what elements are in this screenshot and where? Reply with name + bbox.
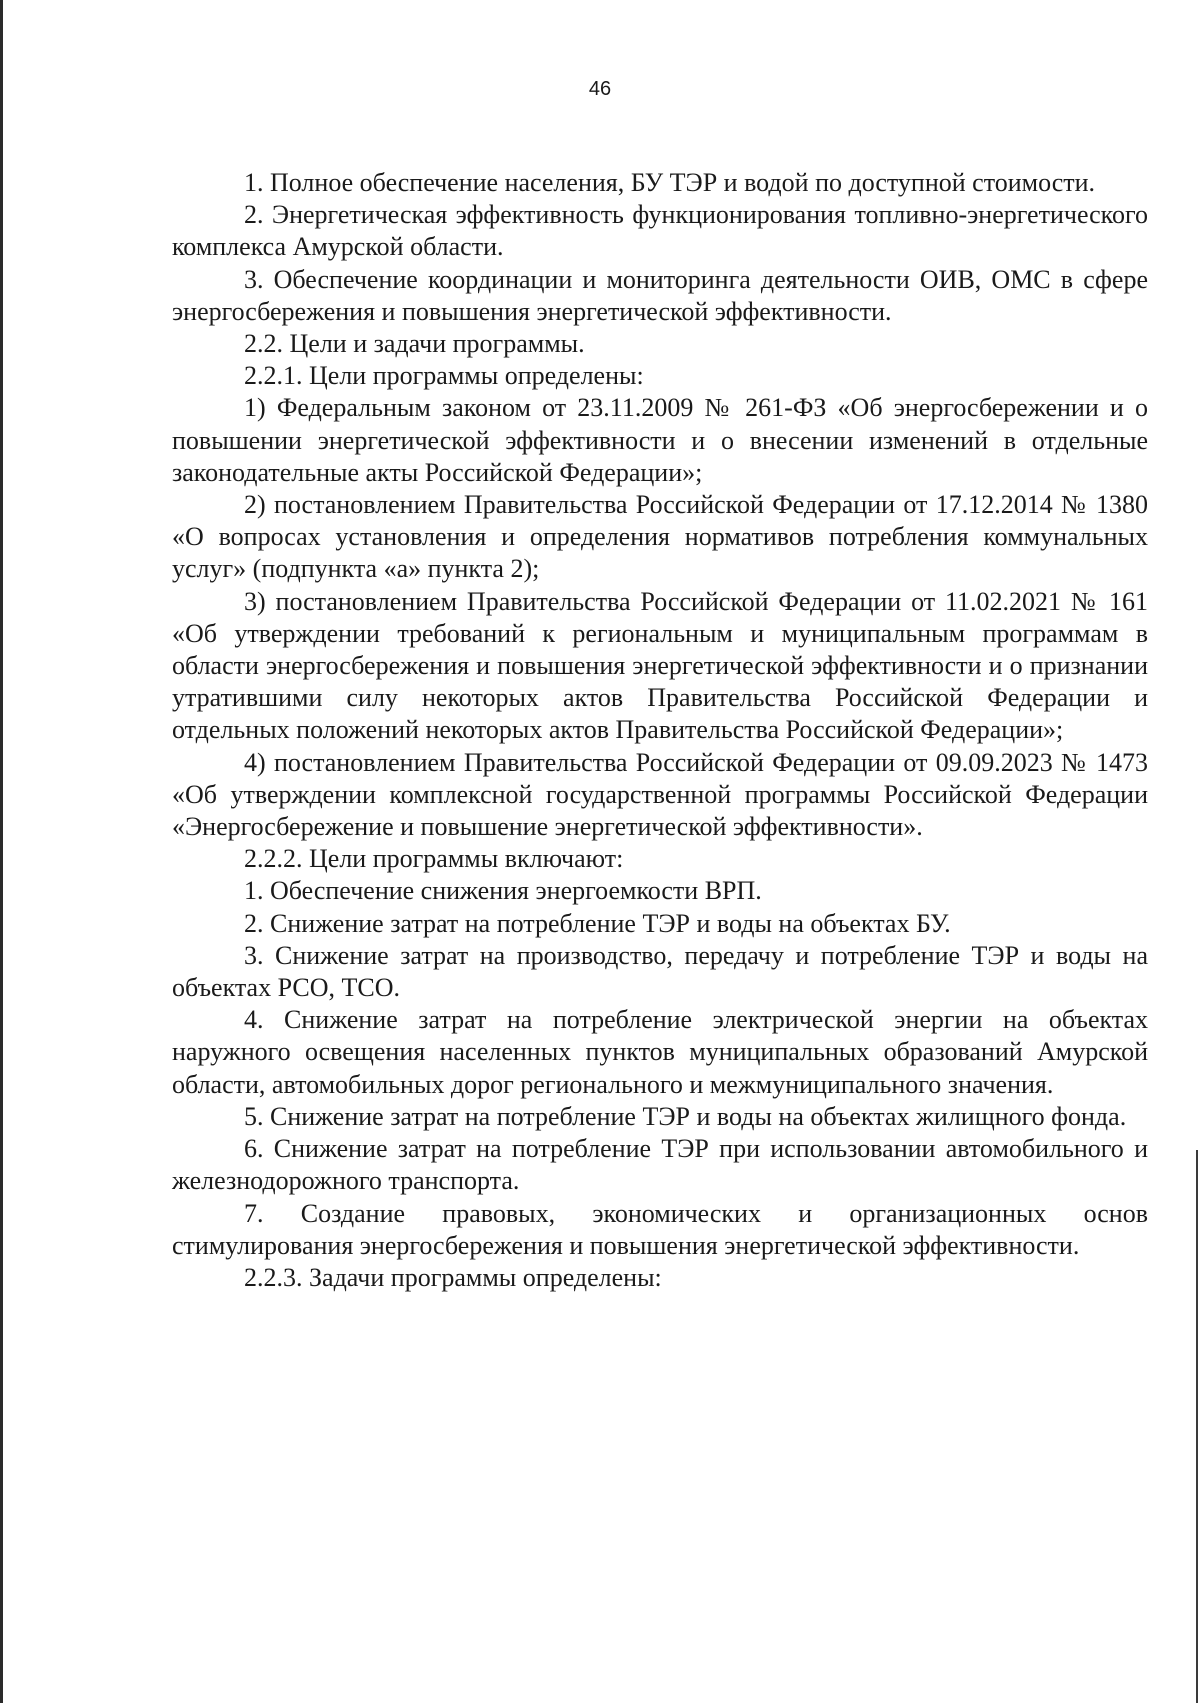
section-heading-2-2: 2.2. Цели и задачи программы.: [244, 329, 585, 359]
paragraph-decree-1473: 4) постановлением Правительства Российской Федерации от 09.09.2023 № 1473 «Об утверждении комплексной государственной программы Российской Федерации «Энергосбережение и повышение энергетической эффективности».: [172, 747, 1148, 842]
paragraph-objective-5: 5. Снижение затрат на потребление ТЭР и воды на объектах жилищного фонда.: [244, 1101, 1127, 1131]
paragraph-decree-1380: 2) постановлением Правительства Российской Федерации от 17.12.2014 № 1380 «О вопросах установления и определения нормативов потребления коммунальных услуг» (подпункта «а» пункта 2);: [172, 490, 1148, 584]
page-number: 46: [588, 78, 612, 100]
paragraph-objective-1: 1. Обеспечение снижения энергоемкости ВРП.: [244, 876, 762, 906]
section-heading-2-2-1: 2.2.1. Цели программы определены:: [244, 361, 644, 391]
section-heading-2-2-2: 2.2.2. Цели программы включают:: [244, 844, 624, 874]
paragraph-objective-7: 7. Создание правовых, экономических и организационных основ стимулирования энергосбережения и повышения энергетической эффективности.: [172, 1198, 1148, 1260]
paragraph-goal-1: 1. Полное обеспечение населения, БУ ТЭР и водой по доступной стоимости.: [244, 168, 1096, 197]
scan-edge-left: [0, 0, 3, 1703]
scan-edge-right: [1196, 1150, 1198, 1703]
paragraph-goal-3: 3. Обеспечение координации и мониторинга деятельности ОИВ, ОМС в сфере энергосбережения и повышения энергетической эффективности.: [172, 264, 1148, 326]
paragraph-objective-2: 2. Снижение затрат на потребление ТЭР и воды на объектах БУ.: [244, 908, 951, 938]
section-heading-2-2-3: 2.2.3. Задачи программы определены:: [244, 1262, 662, 1292]
paragraph-goal-2: 2. Энергетическая эффективность функционирования топливно-энергетического комплекса Амурской области.: [172, 200, 1148, 262]
paragraph-objective-4: 4. Снижение затрат на потребление электрической энергии на объектах наружного освещения населенных пунктов муниципальных образований Амурской области, автомобильных дорог регионального и межмуниципального значения.: [172, 1005, 1148, 1099]
paragraph-law-261: 1) Федеральным законом от 23.11.2009 № 261-ФЗ «Об энергосбережении и о повышении энергетической эффективности и о внесении изменений в отдельные законодательные акты Российской Федерации»;: [172, 393, 1148, 487]
document-body: [172, 167, 1148, 1294]
paragraph-objective-3: 3. Снижение затрат на производство, передачу и потребление ТЭР и воды на объектах РСО, ТСО.: [172, 940, 1148, 1003]
paragraph-objective-6: 6. Снижение затрат на потребление ТЭР при использовании автомобильного и железнодорожного транспорта.: [172, 1134, 1148, 1196]
paragraph-decree-161: 3) постановлением Правительства Российской Федерации от 11.02.2021 № 161 «Об утверждении требований к региональным и муниципальным программам в области энергосбережения и повышения энергетической эффективности и о признании утратившими силу некоторых актов Правительства Российской Федерации и отдельных положений некоторых актов Правительства Российской Федерации»;: [172, 586, 1148, 745]
